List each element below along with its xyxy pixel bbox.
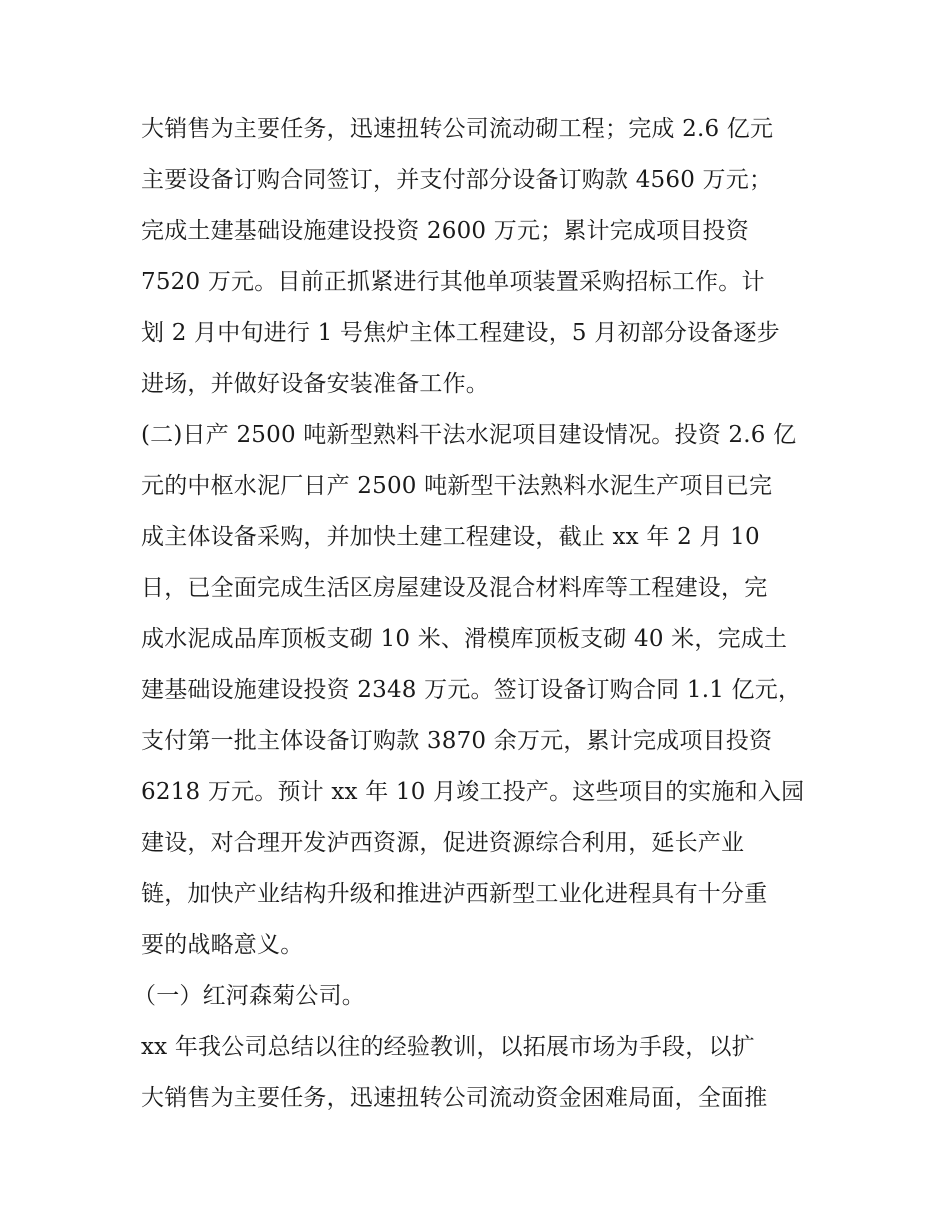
section-heading-line: （一）红河森菊公司。 bbox=[133, 983, 365, 1009]
text-line: 7520 万元。目前正抓紧进行其他单项装置采购招标工作。计 bbox=[141, 269, 765, 295]
text-line: 划 2 月中旬进行 1 号焦炉主体工程建设，5 月初部分设备逐步 bbox=[141, 320, 780, 346]
document-body bbox=[133, 104, 821, 1124]
text-line: xx 年我公司总结以往的经验教训，以拓展市场为手段，以扩 bbox=[141, 1034, 755, 1060]
section-heading-line: (二)日产 2500 吨新型熟料干法水泥项目建设情况。投资 2.6 亿 bbox=[141, 422, 797, 448]
text-line: 要的战略意义。 bbox=[141, 932, 304, 958]
text-line: 主要设备订购合同签订，并支付部分设备订购款 4560 万元； bbox=[141, 167, 773, 193]
text-line: 日，已全面完成生活区房屋建设及混合材料库等工程建设，完 bbox=[141, 575, 768, 601]
text-line: 大销售为主要任务，迅速扭转公司流动资金困难局面，全面推 bbox=[141, 1085, 768, 1111]
text-line: 进场，并做好设备安装准备工作。 bbox=[141, 371, 489, 397]
text-line: 成主体设备采购，并加快土建工程建设，截止 xx 年 2 月 10 bbox=[141, 524, 760, 550]
text-line: 链，加快产业结构升级和推进泸西新型工业化进程具有十分重 bbox=[141, 881, 768, 907]
text-line: 支付第一批主体设备订购款 3870 余万元，累计完成项目投资 bbox=[141, 728, 773, 754]
text-line: 大销售为主要任务，迅速扭转公司流动砌工程；完成 2.6 亿元 bbox=[141, 116, 774, 142]
text-line: 元的中枢水泥厂日产 2500 吨新型干法熟料水泥生产项目已完 bbox=[141, 473, 773, 499]
text-line: 完成土建基础设施建设投资 2600 万元；累计完成项目投资 bbox=[141, 218, 749, 244]
text-line: 成水泥成品库顶板支砌 10 米、滑模库顶板支砌 40 米，完成土 bbox=[141, 626, 788, 652]
text-line: 6218 万元。预计 xx 年 10 月竣工投产。这些项目的实施和入园 bbox=[141, 779, 805, 805]
text-line: 建基础设施建设投资 2348 万元。签订设备订购合同 1.1 亿元， bbox=[141, 677, 802, 703]
text-line: 建设，对合理开发泸西资源，促进资源综合利用，延长产业 bbox=[141, 830, 745, 856]
